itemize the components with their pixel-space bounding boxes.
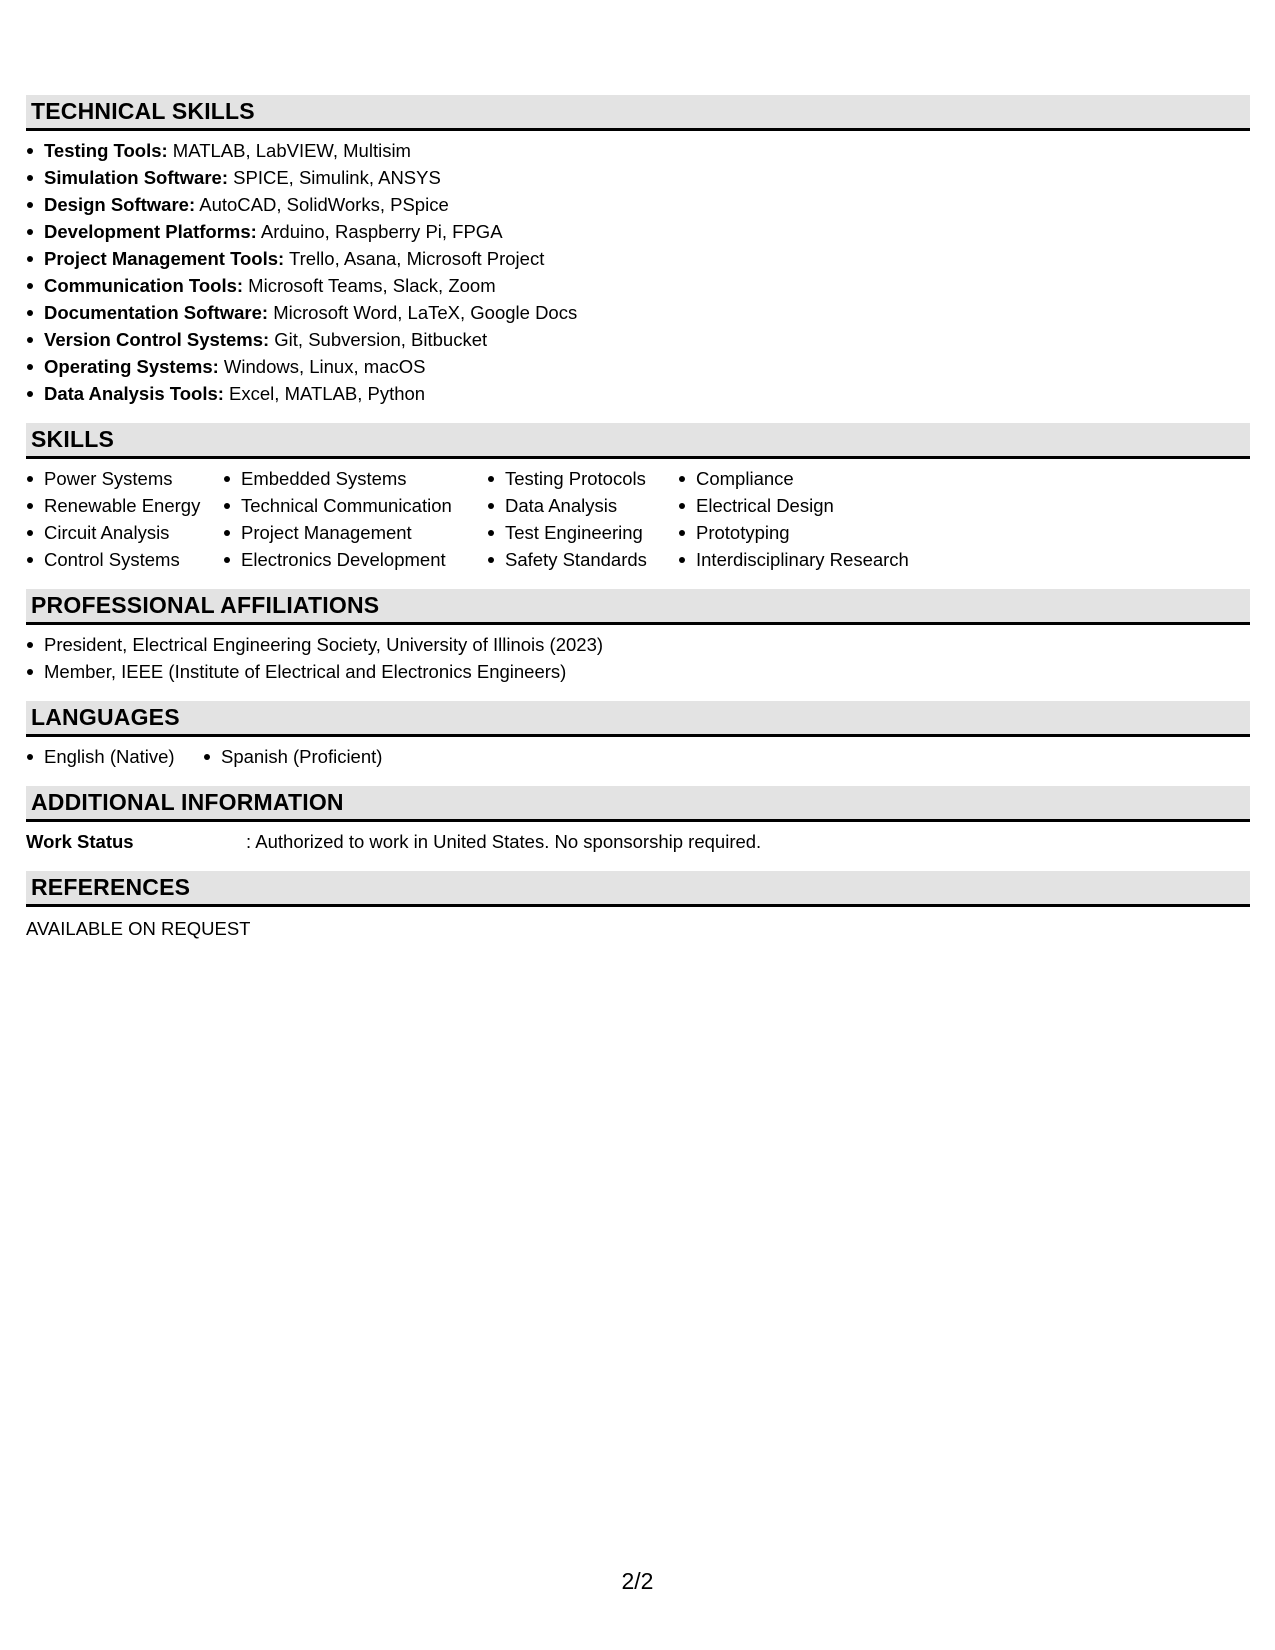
languages-column-1 [26,743,203,770]
section-heading: LANGUAGES [26,701,1250,737]
list-item: Testing Protocols [487,465,678,492]
skill-category-value: Excel, MATLAB, Python [223,383,426,404]
list-item: Embedded Systems [223,465,487,492]
list-item [26,299,1250,326]
languages-section [26,701,1250,770]
skill-category-value: Trello, Asana, Microsoft Project [284,248,545,269]
references-section [26,871,1250,942]
skill-category-label: Operating Systems: [44,356,219,377]
skill-category-label: Data Analysis Tools: [44,383,224,404]
resume-page [26,95,1250,958]
skill-category-label: Development Platforms: [44,221,257,242]
list-item: Project Management [223,519,487,546]
list-item: Technical Communication [223,492,487,519]
skill-category-value: Arduino, Raspberry Pi, FPGA [256,221,503,242]
work-status-label: Work Status [26,831,134,852]
skill-category-value: Microsoft Word, LaTeX, Google Docs [268,302,578,323]
list-item [26,164,1250,191]
skill-category-label: Project Management Tools: [44,248,285,269]
list-item: Prototyping [678,519,938,546]
list-item: English (Native) [26,743,203,770]
work-status-row [26,828,1250,855]
list-item [26,245,1250,272]
section-heading: SKILLS [26,423,1250,459]
section-heading: PROFESSIONAL AFFILIATIONS [26,589,1250,625]
list-item: Safety Standards [487,546,678,573]
skill-category-value: Windows, Linux, macOS [218,356,426,377]
skill-category-label: Design Software: [44,194,196,215]
skill-category-label: Testing Tools: [44,140,168,161]
skill-category-value: Microsoft Teams, Slack, Zoom [243,275,496,296]
list-item [26,272,1250,299]
skill-category-value: MATLAB, LabVIEW, Multisim [167,140,411,161]
affiliations-list [26,631,1250,685]
list-item: Electrical Design [678,492,938,519]
languages-list [26,743,1250,770]
additional-info-section [26,786,1250,855]
skill-category-label: Communication Tools: [44,275,244,296]
section-heading: REFERENCES [26,871,1250,907]
languages-column-2 [203,743,382,770]
skills-section [26,423,1250,573]
skill-category-value: Git, Subversion, Bitbucket [269,329,488,350]
list-item: Electronics Development [223,546,487,573]
skills-column-1 [26,465,223,573]
section-heading: TECHNICAL SKILLS [26,95,1250,131]
page-number: 2/2 [621,1568,654,1594]
list-item: Member, IEEE (Institute of Electrical and Electronics Engineers) [26,658,1250,685]
list-item: Renewable Energy [26,492,223,519]
affiliations-section [26,589,1250,685]
section-heading: ADDITIONAL INFORMATION [26,786,1250,822]
list-item [26,326,1250,353]
work-status-value: : Authorized to work in United States. No sponsorship required. [246,831,762,852]
list-item: Compliance [678,465,938,492]
skill-category-value: SPICE, Simulink, ANSYS [228,167,441,188]
list-item: Interdisciplinary Research [678,546,938,573]
references-text: AVAILABLE ON REQUEST [26,918,251,939]
list-item: Power Systems [26,465,223,492]
technical-skills-section [26,95,1250,407]
technical-skills-list [26,137,1250,407]
list-item: Test Engineering [487,519,678,546]
list-item [26,380,1250,407]
skill-category-label: Simulation Software: [44,167,228,188]
skills-grid [26,465,1250,573]
skill-category-value: AutoCAD, SolidWorks, PSpice [195,194,449,215]
skills-column-3 [487,465,678,573]
skills-column-4 [678,465,938,573]
list-item: Data Analysis [487,492,678,519]
list-item [26,218,1250,245]
skill-category-label: Documentation Software: [44,302,269,323]
list-item: Spanish (Proficient) [203,743,382,770]
list-item [26,191,1250,218]
list-item: Circuit Analysis [26,519,223,546]
skills-column-2 [223,465,487,573]
skill-category-label: Version Control Systems: [44,329,270,350]
list-item [26,353,1250,380]
list-item [26,137,1250,164]
list-item: Control Systems [26,546,223,573]
list-item: President, Electrical Engineering Society, University of Illinois (2023) [26,631,1250,658]
